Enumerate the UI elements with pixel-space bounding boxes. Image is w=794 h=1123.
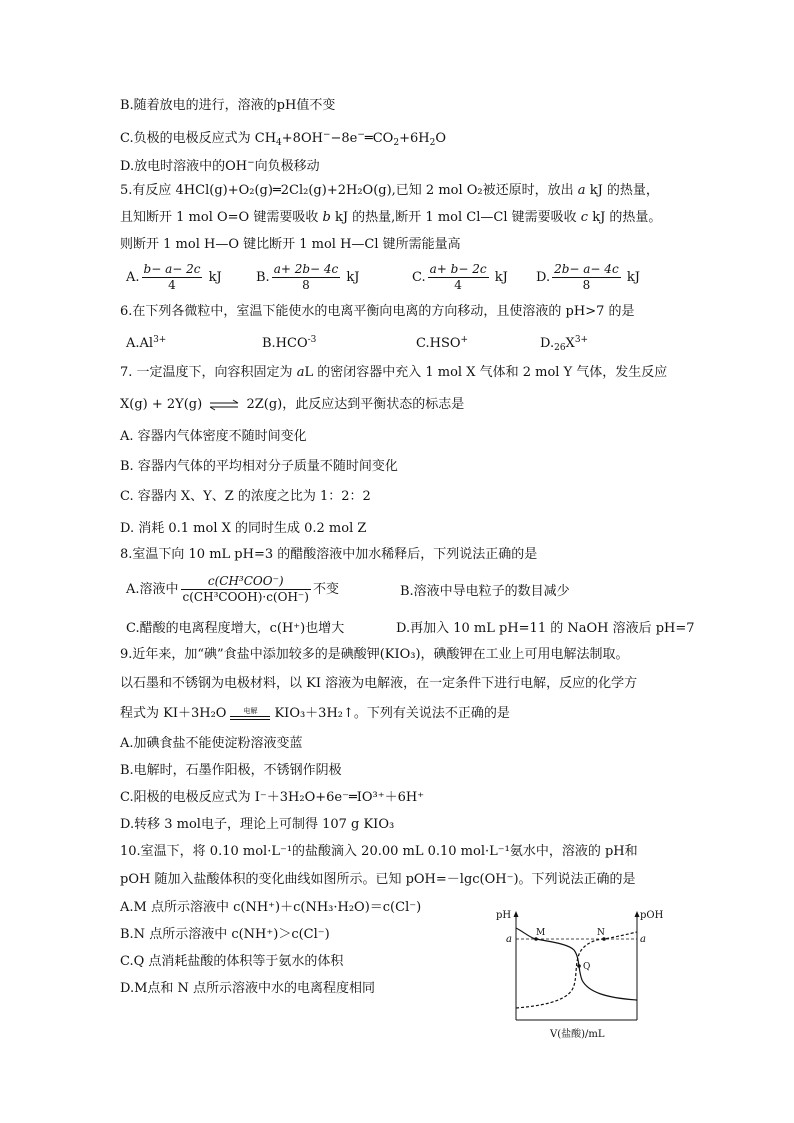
q9-option-a: A.加碘食盐不能使淀粉溶液变蓝 <box>120 736 303 751</box>
q9-option-b: B.电解时，石墨作阳极，不锈钢作阴极 <box>120 763 342 778</box>
q5-stem-line3: 则断开 1 mol H—O 键比断开 1 mol H—Cl 键所需能量高 <box>120 237 461 252</box>
q7-option-a: A. 容器内气体密度不随时间变化 <box>120 429 307 444</box>
q6-option-d: $D._{26}X^{3+}$ <box>540 335 589 353</box>
q9-option-c: C.阳极的电极反应式为 I⁻＋3H₂O+6e⁻═IO³⁺＋6H⁺ <box>120 790 425 805</box>
q5-stem-line2: 且知断开 1 mol O=O 键需要吸收 b kJ 的热量,断开 1 mol Cl—Cl 键需要吸收 c kJ 的热量。 <box>120 210 662 225</box>
x-axis-label: V(盐酸)/mL <box>550 1029 605 1040</box>
n-label: N <box>597 928 605 938</box>
q10-option-d: D.M点和 N 点所示溶液中水的电离程度相同 <box>120 981 376 996</box>
q9-stem-line3: 程式为 KI＋3H₂O 电解 KIO₃＋3H₂↑。下列有关说法不正确的是 <box>120 706 510 721</box>
q5-stem-line1: 5.有反应 4HCl(g)+O₂(g)═2Cl₂(g)+2H₂O(g),已知 2 mol O₂被还原时，放出 a kJ 的热量， <box>120 183 659 198</box>
q7-option-b: B. 容器内气体的平均相对分子质量不随时间变化 <box>120 459 398 474</box>
q7-reaction: X(g) + 2Y(g) 2Z(g)，此反应达到平衡状态的标志是 <box>120 397 465 412</box>
titration-graph <box>494 906 664 1046</box>
q4-option-d: D.放电时溶液中的OH−向负极移动 <box>120 158 320 174</box>
q7-option-d: D. 消耗 0.1 mol X 的同时生成 0.2 mol Z <box>120 521 367 536</box>
q10-stem-line2: pOH 随加入盐酸体积的变化曲线如图所示。已知 pOH=－lgc(OH⁻)。下列说法正确的是 <box>120 872 636 887</box>
right-axis-arrow-icon <box>635 911 640 917</box>
q-label: Q <box>583 962 591 972</box>
q10-option-b: B.N 点所示溶液中 c(NH⁺)＞c(Cl⁻) <box>120 927 330 942</box>
q6-option-a: $A.Al^{3+}$ <box>126 335 167 351</box>
q9-stem-line2: 以石墨和不锈钢为电极材料，以 KI 溶液为电解液，在一定条件下进行电解，反应的化学方 <box>120 676 638 691</box>
q9-option-d: D.转移 3 mol电子，理论上可制得 107 g KIO₃ <box>120 817 395 832</box>
q10-stem-line1: 10.室温下，将 0.10 mol·L⁻¹的盐酸滴入 20.00 mL 0.10 mol·L⁻¹氨水中，溶液的 pH和 <box>120 844 638 859</box>
q5-option-d: D. $\frac{2b- a- 4c}{8}$ kJ <box>536 262 640 292</box>
q7-option-c: C. 容器内 X、Y、Z 的浓度之比为 1：2：2 <box>120 489 371 504</box>
q6-stem: 6.在下列各微粒中，室温下能使水的电离平衡向电离的方向移动，且使溶液的 pH>7 的是 <box>120 304 635 319</box>
q9-stem-line1: 9.近年来，加“碘”食盐中添加较多的是碘酸钾(KIO₃)，碘酸钾在工业上可用电解法制取。 <box>120 647 629 662</box>
q6-option-c: C.HSO+ <box>416 335 469 351</box>
a-label-right: a <box>640 934 646 945</box>
q8-option-c: C.醋酸的电离程度增大，c(H⁺)也增大 <box>126 621 345 636</box>
point-q <box>577 964 581 968</box>
q8-option-a: A.溶液中 $\frac{\text{c(CH³COO⁻)}}{\text{c(CH³COOH)·c(OH⁻)}}$ 不变 <box>126 574 339 604</box>
equilibrium-arrow-icon <box>209 400 239 410</box>
q7-stem-line1: 7. 一定温度下，向容积固定为 aL 的密闭容器中充入 1 mol X 气体和 2 mol Y 气体，发生反应 <box>120 365 668 380</box>
q10-option-c: C.Q 点消耗盐酸的体积等于氨水的体积 <box>120 954 344 969</box>
q8-option-b: B.溶液中导电粒子的数目减少 <box>400 584 570 599</box>
poh-curve <box>516 932 637 1008</box>
q10-option-a: A.M 点所示溶液中 c(NH⁺)＋c(NH₃·H₂O)＝c(Cl⁻) <box>120 900 422 915</box>
q5-option-b: B. $\frac{a+ 2b- 4c}{8}$ kJ <box>256 262 360 292</box>
a-label-left: a <box>506 934 512 945</box>
q4-option-c: C.负极的电极反应式为 $CH_4+8OH^--8e^-═CO_2+6H_2O$ <box>120 130 446 148</box>
electrolysis-sign: 电解 <box>230 707 270 720</box>
q8-option-d: D.再加入 10 mL pH=11 的 NaOH 溶液后 pH=7 <box>396 621 695 636</box>
q5-option-a: A. $\frac{b- a- 2c}{4}$ kJ <box>126 262 222 292</box>
q6-option-b: $B.HCO^{-3}$ <box>262 335 317 351</box>
q5-option-c: C. $\frac{a+ b- 2c}{4}$ kJ <box>412 262 508 292</box>
left-axis-arrow-icon <box>514 911 519 917</box>
m-label: M <box>536 928 546 938</box>
y-label-left: pH <box>496 910 512 921</box>
y-label-right: pOH <box>640 910 664 921</box>
q8-stem: 8.室温下向 10 mL pH=3 的醋酸溶液中加水稀释后，下列说法正确的是 <box>120 547 538 562</box>
q4-option-b: B.随着放电的进行，溶液的pH值不变 <box>120 98 336 113</box>
